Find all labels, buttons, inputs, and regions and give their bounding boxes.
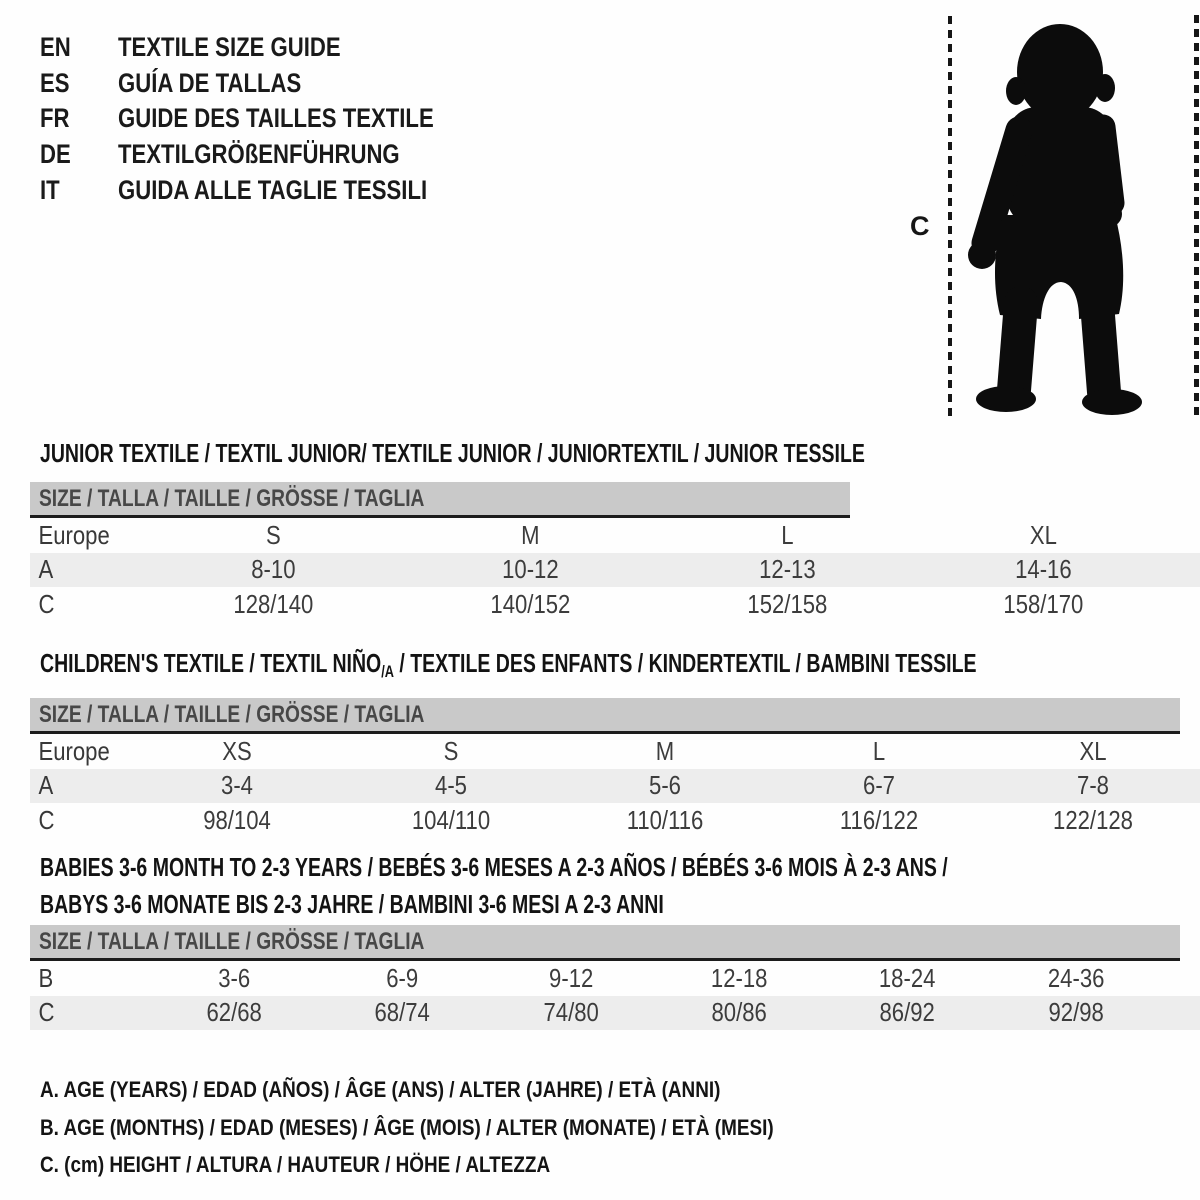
section-junior-textile [0, 435, 1200, 622]
section-title [40, 435, 1200, 472]
language-row [40, 172, 503, 208]
row-label: Europe [38, 735, 110, 766]
table-row [30, 996, 1200, 1031]
language-title [118, 32, 390, 63]
section-title [40, 849, 1200, 886]
table-cell: S [266, 519, 281, 550]
table-row [30, 769, 1200, 804]
row-label: Europe [38, 519, 110, 550]
language-title-text: TEXTILGRÖßENFÜHRUNG [118, 139, 400, 170]
section-title-text [40, 435, 865, 472]
row-label: C [38, 804, 55, 835]
size-header-text: SIZE / TALLA / TAILLE / GRÖSSE / TAGLIA [39, 700, 425, 728]
table-cell: 6-7 [863, 770, 895, 801]
table-cell: 4-5 [435, 770, 467, 801]
table-cell: 6-9 [386, 962, 419, 993]
size-header-text: SIZE / TALLA / TAILLE / GRÖSSE / TAGLIA [39, 484, 425, 512]
table-cell: 140/152 [490, 588, 571, 619]
table-cell: 122/128 [1053, 804, 1133, 835]
section-title-part: CHILDREN'S TEXTILE / TEXTIL NIÑO [40, 648, 382, 678]
table-cell: 18-24 [879, 962, 936, 993]
table-cell: 24-36 [1047, 962, 1105, 993]
table-row [30, 961, 1200, 996]
language-title-text: GUIDA ALLE TAGLIE TESSILI [118, 174, 428, 205]
table-cell: 158/170 [1003, 588, 1084, 619]
size-header-text: SIZE / TALLA / TAILLE / GRÖSSE / TAGLIA [39, 927, 425, 955]
language-code [40, 68, 118, 99]
table-cell: 116/122 [839, 804, 919, 835]
language-title [118, 139, 462, 170]
row-label: C [38, 588, 55, 619]
table-cell: L [872, 735, 886, 766]
table-cell: 152/158 [746, 588, 827, 619]
section-title-part: / TEXTILE DES ENFANTS / KINDERTEXTIL / BAMBINI TESSILE [393, 648, 977, 678]
table-cell: 86/92 [879, 997, 936, 1028]
table-cell: 5-6 [649, 770, 681, 801]
table-cell: 12-18 [710, 962, 768, 993]
section-title-text [40, 849, 948, 886]
table-row [30, 587, 1200, 622]
size-header-bar [30, 482, 850, 515]
size-table [30, 518, 1200, 622]
table-cell: 74/80 [543, 997, 599, 1028]
table-cell: XS [222, 735, 252, 766]
language-code [40, 32, 118, 63]
language-code-text: FR [40, 103, 70, 134]
section-babies-textile [0, 849, 1200, 1030]
table-cell: S [443, 735, 459, 766]
language-code [40, 175, 118, 206]
language-title [118, 175, 495, 206]
table-cell: 128/140 [233, 588, 314, 619]
table-cell: 7-8 [1077, 770, 1109, 801]
height-measure-dashed-line-right [1194, 15, 1199, 420]
language-row [40, 101, 503, 137]
size-table [30, 961, 1200, 1030]
table-cell: L [780, 519, 794, 550]
language-row [40, 30, 503, 66]
table-cell: 10-12 [501, 554, 559, 585]
language-code-text: IT [40, 174, 60, 205]
language-title-text: GUÍA DE TALLAS [118, 67, 302, 98]
size-table [30, 734, 1200, 838]
table-cell: 9-12 [548, 962, 593, 993]
footnotes [40, 1071, 893, 1184]
language-code [40, 139, 118, 170]
footnote-text: A. AGE (YEARS) / EDAD (AÑOS) / ÂGE (ANS) / ALTER (JAHRE) / ETÀ (ANNI) [40, 1077, 721, 1102]
row-label: A [38, 554, 54, 585]
language-row [40, 137, 503, 173]
toddler-silhouette-icon [963, 15, 1145, 420]
table-cell: 104/110 [411, 804, 491, 835]
table-cell: 92/98 [1048, 997, 1104, 1028]
language-code-text: ES [40, 67, 70, 98]
section-title-part: JUNIOR TEXTILE / TEXTIL JUNIOR/ TEXTILE JUNIOR / JUNIORTEXTIL / JUNIOR TESSILE [40, 438, 865, 468]
table-cell: XL [1030, 519, 1058, 550]
row-label: A [38, 770, 54, 801]
language-title [118, 68, 342, 99]
language-title [118, 103, 503, 134]
height-measure-label: C [910, 211, 930, 241]
table-cell: 62/68 [206, 997, 262, 1028]
table-cell: XL [1079, 735, 1107, 766]
table-cell: M [655, 735, 675, 766]
table-cell: 98/104 [203, 804, 271, 835]
size-header-bar [30, 698, 1180, 731]
row-label: B [38, 962, 54, 993]
table-cell: 8-10 [251, 554, 296, 585]
footnote-line [40, 1071, 893, 1109]
table-cell: 14-16 [1015, 554, 1072, 585]
section-title-part: /A [381, 662, 394, 681]
section-title [40, 886, 1200, 923]
section-childrens-textile [0, 645, 1200, 838]
table-cell: 3-6 [218, 962, 251, 993]
table-cell: 12-13 [758, 554, 816, 585]
row-label: C [38, 997, 55, 1028]
section-title-text [40, 886, 664, 923]
section-title-part: BABYS 3-6 MONATE BIS 2-3 JAHRE / BAMBINI 3-6 MESI A 2-3 ANNI [40, 889, 664, 919]
table-row [30, 734, 1200, 769]
table-row [30, 803, 1200, 838]
language-code-text: DE [40, 139, 71, 170]
footnote-line [40, 1146, 893, 1184]
language-title-text: TEXTILE SIZE GUIDE [118, 32, 341, 63]
section-title-text [40, 645, 976, 690]
language-title-list [40, 30, 503, 208]
table-cell: 80/86 [711, 997, 767, 1028]
language-title-text: GUIDE DES TAILLES TEXTILE [118, 103, 434, 134]
table-cell: 3-4 [221, 770, 253, 801]
table-cell: 110/116 [626, 804, 704, 835]
section-title-part: BABIES 3-6 MONTH TO 2-3 YEARS / BEBÉS 3-6 MESES A 2-3 AÑOS / BÉBÉS 3-6 MOIS À 2-3 ANS / [40, 852, 948, 882]
size-header-bar [30, 925, 1180, 958]
table-row [30, 553, 1200, 588]
footnote-line [40, 1109, 893, 1147]
table-row [30, 518, 1200, 553]
footnote-text: B. AGE (MONTHS) / EDAD (MESES) / ÂGE (MOIS) / ALTER (MONATE) / ETÀ (MESI) [40, 1114, 774, 1140]
footnote-text: C. (cm) HEIGHT / ALTURA / HAUTEUR / HÖHE / ALTEZZA [40, 1152, 551, 1177]
table-cell: 68/74 [374, 997, 431, 1028]
language-row [40, 66, 503, 102]
section-title [40, 645, 1200, 690]
language-code [40, 103, 118, 134]
language-code-text: EN [40, 32, 71, 63]
table-cell: M [520, 519, 540, 550]
height-measure-dashed-line [948, 16, 952, 418]
